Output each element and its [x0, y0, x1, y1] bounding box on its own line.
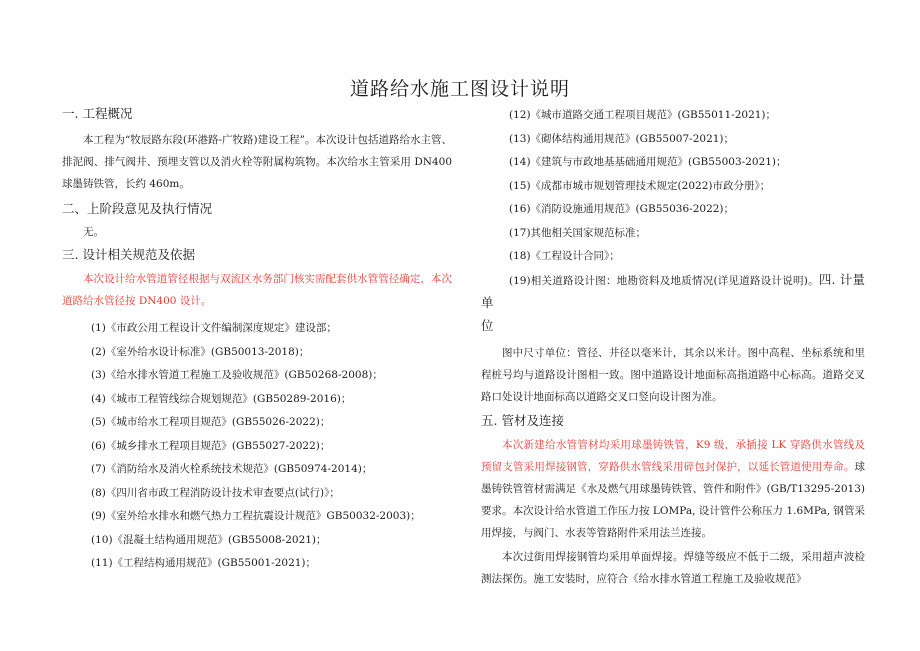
section-heading-materials: 五. 管材及连接 [481, 412, 564, 428]
materials-text-2: 本次过街用焊接钢管均采用单面焊接。焊缝等级应不低于二级，采用超声波检测法探伤。施工安装时，应符合《给水排水管道工程施工及验收规范》 [481, 550, 865, 585]
left-column [62, 104, 452, 576]
standard-item-19: (19)相关道路设计图：地勘资料及地质情况(详见道路设计说明)。 [509, 274, 819, 287]
section-heading-units-part1: 四. 计量单 [481, 271, 865, 310]
standard-item: (6)《城乡排水工程项目规范》(GB55027-2022)； [91, 439, 331, 452]
materials-red-text: 本次新建给水管管材均采用球墨铸铁管，K9 级，承插接 LK 穿路供水管线及预留支管采用焊接钢管，穿路供水管线采用碎包封保护，以延长管道使用寿命。 [481, 438, 865, 473]
standard-item: (12)《城市道路交通工程项目规范》(GB55011-2021)； [509, 109, 777, 121]
document-title: 道路给水施工图设计说明 [349, 78, 570, 100]
standards-list-right [481, 104, 865, 269]
standard-item: (13)《砌体结构通用规范》(GB55007-2021)； [509, 132, 735, 145]
standard-item: (10)《混凝土结构通用规范》(GB55008-2021)； [91, 533, 327, 546]
standards-red-text: 本次设计给水管道管径根据与双流区水务部门核实需配套供水管管径确定，本次道路给水管径按 DN400 设计。 [62, 273, 452, 307]
materials-text [481, 434, 865, 544]
section-heading-standards: 三. 设计相关规范及依据 [62, 247, 195, 262]
standard-item: (8)《四川省市政工程消防设计技术审查要点(试行)》； [91, 486, 340, 499]
standard-item: (11)《工程结构通用规范》(GB55001-2021)； [91, 557, 317, 569]
standard-item: (3)《给水排水管道工程施工及验收规范》(GB50268-2008)； [91, 369, 383, 381]
standard-item-19-with-units-heading [481, 269, 865, 338]
standard-item: (4)《城市工程管线综合规划规范》(GB50289-2016)； [91, 392, 352, 405]
section-heading-units-part2: 位 [481, 317, 494, 333]
standard-item: (7)《消防给水及消火栓系统技术规范》(GB50974-2014)； [91, 463, 373, 475]
standard-item: (1)《市政公用工程设计文件编制深度规定》建设部； [91, 322, 337, 334]
standard-item: (9)《室外给水排水和燃气热力工程抗震设计规范》GB50032-2003)； [91, 510, 421, 522]
standard-item: (17)其他相关国家规范标准； [509, 226, 647, 239]
standards-list-left [62, 317, 452, 576]
units-text: 图中尺寸单位：管径、井径以毫米计，其余以米计。图中高程、坐标系统和里程桩号均与道路设计图相一致。图中道路设计地面标高指道路中心标高。道路交叉路口处设计地面标高以道路交叉口竖向设计图为准。 [481, 346, 865, 403]
section-heading-overview: 一. 工程概况 [62, 106, 133, 121]
standard-item: (16)《消防设施通用规范》(GB55036-2022)； [509, 203, 735, 215]
standard-item: (18)《工程设计合同》； [509, 250, 620, 262]
previous-text: 无。 [83, 226, 104, 238]
right-column [481, 104, 865, 590]
standard-item: (2)《室外给水设计标准》(GB50013-2018)； [91, 345, 310, 358]
overview-text: 本工程为“牧辰路东段(环港路-广牧路)建设工程”。本次设计包括道路给水主管、排泥阀、排气阀井、预埋支管以及消火栓等附属构筑物。本次给水主管采用 DN400 球墨铸铁管，长约 460m。 [62, 134, 452, 190]
materials-text-after-red: 球墨铸铁管管材需满足《水及燃气用球墨铸铁管、管件和附件》(GB/T13295-2013)要求。本次设计给水管道工作压力按 LOMPa, 设计管件公称压力 1.6MPa, 钢管采用焊接，与阀门、水表等管路附件采用法兰连接。 [481, 460, 865, 539]
standard-item: (15)《成都市城市规划管理技术规定(2022)市政分册》； [509, 179, 771, 192]
standard-item: (14)《建筑与市政地基基础通用规范》(GB55003-2021)； [509, 156, 787, 168]
standard-item: (5)《城市给水工程项目规范》(GB55026-2022)； [91, 416, 331, 428]
section-heading-previous: 二、上阶段意见及执行情况 [62, 201, 213, 216]
